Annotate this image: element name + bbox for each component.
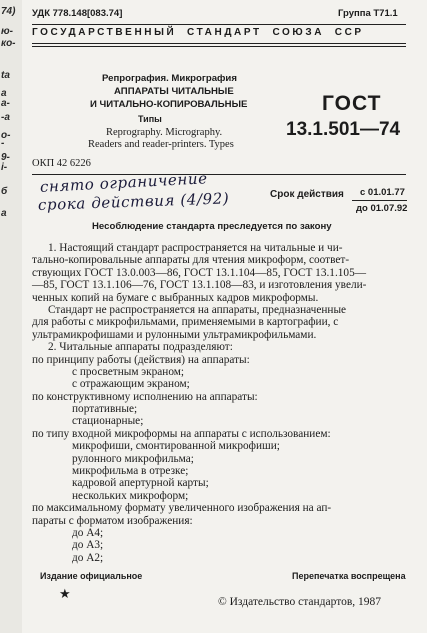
body-line: стационарные; [72,415,144,428]
body-line: тально-копировальные аппараты для чтения микроформ, соответ- [32,254,350,267]
body-line: Стандарт не распространяется на аппараты, предназначенные [48,303,347,316]
title-line-2: И ЧИТАЛЬНО-КОПИРОВАЛЬНЫЕ [90,99,248,110]
english-title-line-2: Readers and reader-printers. Types [88,139,234,150]
body-line: микрофиши, смонтированной микрофиши; [72,440,280,453]
copyright-line: © Издательство стандартов, 1987 [218,596,382,608]
body-line: до А3; [72,539,104,552]
star-mark: ★ [59,586,71,601]
body-line: ченных копий на бумаге с выбранных кадров микроформы. [32,291,319,304]
margin-fragment: а [1,208,7,219]
validity-to: до 01.07.92 [356,203,408,214]
handwritten-note-line-1: снято ограничение [39,169,209,196]
margin-fragment: б [1,186,8,197]
margin-fragment: ю- [1,26,13,37]
body-line: нескольких микроформ; [72,489,189,502]
body-line: микрофильма в отрезке; [72,465,189,478]
body-line: —85, ГОСТ 13.1.106—76, ГОСТ 13.1.108—83, и изготовления увели- [32,279,367,292]
udk-code: УДК 778.148[083.74] [32,8,123,19]
body-line: ствующих ГОСТ 13.0.003—86, ГОСТ 13.1.104—85, ГОСТ 13.1.105— [32,266,367,279]
validity-label: Срок действия [270,189,344,200]
body-line: с просветным экраном; [72,365,185,378]
reprint-prohibited-label: Перепечатка воспрещена [292,571,406,581]
body-line: до А2; [72,551,104,564]
body-line: по конструктивному исполнению на аппараты: [32,390,258,403]
body-line: параты с форматом изображения: [32,514,193,527]
title-line-1: АППАРАТЫ ЧИТАЛЬНЫЕ [114,86,234,97]
official-edition-label: Издание официальное [40,571,143,581]
gost-label: ГОСТ [322,92,382,115]
body-line: до А4; [72,526,104,539]
body-text [32,242,408,564]
body-line: по принципу работы (действия) на аппараты: [32,353,250,366]
handwritten-note-line-2: срока действия (4/92) [37,189,230,214]
title-subtitle: Типы [138,114,162,124]
margin-fragment: a- [1,98,10,109]
body-line: портативные; [72,403,138,416]
body-line: кадровой апертурной карты; [72,477,209,490]
body-line: ультрамикрофишами и рулонными ультрамикрофильмами. [32,328,317,341]
english-title-line-1: Reprography. Micrography. [106,127,223,138]
body-line: по типу входной микроформы на аппараты с использованием: [32,427,331,440]
gost-number: 13.1.501—74 [286,119,401,140]
margin-fragment: ta [1,70,10,81]
body-line: для работы с микрофильмами, применяемыми в картографии, с [32,316,339,329]
okp-code: ОКП 42 6226 [32,158,91,169]
standard-title: ГОСУДАРСТВЕННЫЙ СТАНДАРТ СОЮЗА ССР [32,27,364,38]
margin-fragment: - [1,138,5,149]
margin-fragment: -a [1,112,10,123]
header-rule-bottom [32,43,406,44]
group-code: Группа Т71.1 [338,8,398,19]
header-rule-top [32,24,406,25]
body-line: 2. Читальные аппараты подразделяют: [48,341,233,354]
margin-fragment: о- [1,130,11,141]
body-line: по максимальному формату увеличенного изображения на ап- [32,502,332,515]
body-line: рулонного микрофильма; [72,452,194,465]
margin-fragment: 9- [1,152,10,163]
header-rule-bottom-2 [32,46,406,47]
body-line: 1. Настоящий стандарт распространяется на читальные и чи- [48,242,343,254]
validity-divider [352,200,407,201]
margin-fragment: ко- [1,38,16,49]
category-line: Репрография. Микрография [102,73,237,84]
legal-notice: Несоблюдение стандарта преследуется по закону [92,221,332,232]
margin-fragment: 74) [1,6,16,17]
body-line: с отражающим экраном; [72,378,190,391]
margin-fragment: a [1,88,7,99]
validity-from: с 01.01.77 [360,187,405,198]
margin-fragment: i- [1,162,8,173]
